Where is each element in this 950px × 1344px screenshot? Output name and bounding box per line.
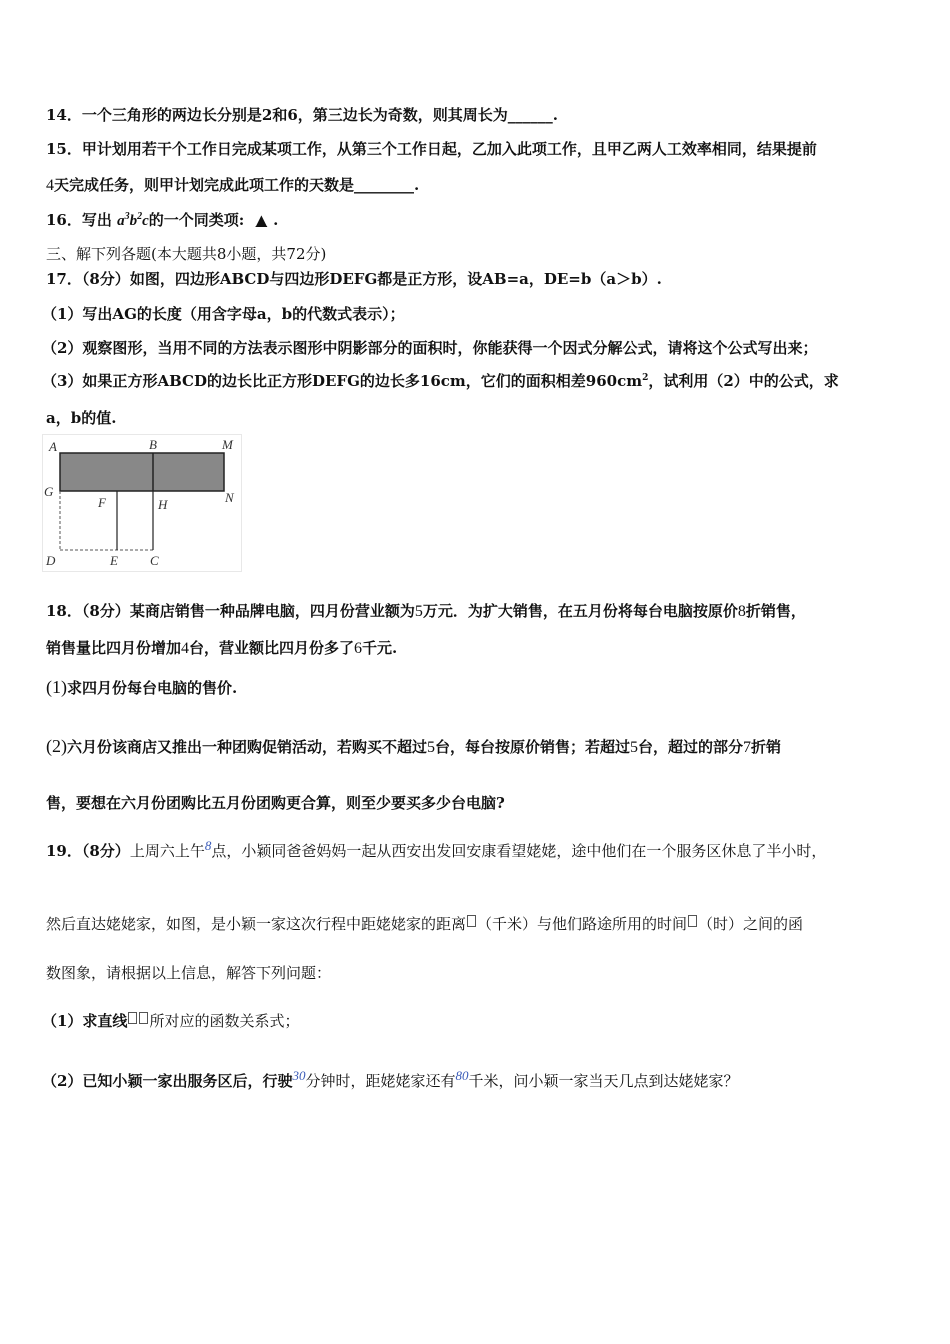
question-text: 上周六上午 xyxy=(129,842,205,860)
question-17-part-2: （2）观察图形，当用不同的方法表示图形中阴影部分的面积时，你能获得一个因式分解公式，请将这个公式写出来； xyxy=(42,339,818,357)
question-text: . xyxy=(273,211,279,229)
question-text: 分钟时，距姥姥家还有 xyxy=(305,1072,456,1090)
question-16 xyxy=(46,209,910,230)
math-var: c xyxy=(142,213,149,229)
geometry-figure xyxy=(42,434,242,572)
label-f: F xyxy=(98,495,106,510)
question-text: 的一个同类项: xyxy=(148,211,245,229)
shaded-rectangle xyxy=(60,453,224,491)
question-number: 16． xyxy=(46,211,82,229)
number-value: 5 xyxy=(414,603,423,620)
question-text: 天完成任务，则甲计划完成此项工作的天数是________. xyxy=(54,176,420,194)
question-number: 15． xyxy=(46,140,82,158)
number-value: 5 xyxy=(630,739,639,756)
label-d: D xyxy=(46,553,56,568)
question-text: （2）已知小颖一家出服务区后，行驶 xyxy=(42,1072,293,1090)
question-text: 所对应的函数关系式； xyxy=(149,1012,300,1030)
math-exponent: 2 xyxy=(137,211,143,222)
question-17-stem xyxy=(46,268,910,289)
label-g: G xyxy=(44,484,54,499)
math-var: a xyxy=(117,213,125,229)
question-text: 台，营业额比四月份多了 xyxy=(189,639,355,657)
label-m: M xyxy=(222,437,233,452)
question-18-part-2-cont: 售，要想在六月份团购比五月份团购更合算，则至少要买多少台电脑? xyxy=(46,794,505,812)
question-text: （时）之间的函 xyxy=(698,915,804,933)
number-value: 5 xyxy=(427,739,436,756)
missing-symbol-y xyxy=(467,915,476,927)
missing-symbol xyxy=(128,1012,137,1024)
question-18-part-1 xyxy=(46,677,910,698)
question-18-line-2 xyxy=(46,637,910,658)
answer-blank: ▲ xyxy=(255,211,268,229)
label-b: B xyxy=(149,437,157,452)
question-text: （千米）与他们路途所用的时间 xyxy=(477,915,688,933)
number-value: 8 xyxy=(737,603,746,620)
question-15-line-1 xyxy=(46,138,910,159)
label-c: C xyxy=(150,553,159,568)
question-14 xyxy=(46,104,910,125)
question-text: 台，每台按原价销售；若超过 xyxy=(435,738,631,756)
number-value: 4 xyxy=(181,640,190,657)
question-text: ，试利用（2）中的公式，求 xyxy=(648,372,839,390)
question-15-line-2 xyxy=(46,174,910,195)
math-exponent: 3 xyxy=(124,211,130,222)
question-text: 折销 xyxy=(751,738,782,756)
number-value: 8 xyxy=(204,838,212,853)
question-number: 19．（8分） xyxy=(46,842,130,860)
label-n: N xyxy=(225,490,234,505)
missing-symbol-x xyxy=(688,915,697,927)
label-h: H xyxy=(158,497,168,512)
question-text: 甲计划用若干个工作日完成某项工作，从第三个工作日起，乙加入此项工作，且甲乙两人工效率相同，结果提前 xyxy=(81,140,817,158)
question-17-part-3-cont: a，b的值. xyxy=(46,409,117,427)
question-text: 万元．为扩大销售，在五月份将每台电脑按原价 xyxy=(422,602,738,620)
question-19-part-1 xyxy=(42,1010,910,1031)
label-a: A xyxy=(49,439,57,454)
question-text: 千米，问小颖一家当天几点到达姥姥家？ xyxy=(468,1072,739,1090)
question-number: 17．（8分） xyxy=(46,270,130,288)
question-19-line-2 xyxy=(46,913,910,934)
question-text: 如图，四边形ABCD与四边形DEFG都是正方形，设AB=a，DE=b（a＞b）. xyxy=(129,270,662,288)
question-text: 某商店销售一种品牌电脑，四月份营业额为 xyxy=(129,602,415,620)
question-17-part-3 xyxy=(42,370,910,391)
question-18-line-1 xyxy=(46,600,910,621)
number-value: 4 xyxy=(46,177,54,194)
question-text: 千元. xyxy=(362,639,398,657)
math-var: b xyxy=(129,213,138,229)
question-text: 六月份该商店又推出一种团购促销活动，若购买不超过 xyxy=(67,738,428,756)
question-text: 台，超过的部分 xyxy=(638,738,744,756)
question-text: 折销售， xyxy=(745,602,806,620)
question-text: 求四月份每台电脑的售价. xyxy=(67,679,238,697)
question-text: （3）如果正方形ABCD的边长比正方形DEFG的边长多16cm，它们的面积相差960cm xyxy=(42,372,643,390)
question-17-part-1: （1）写出AG的长度（用含字母a，b的代数式表示）； xyxy=(42,305,405,323)
question-text: 然后直达姥姥家，如图，是小颖一家这次行程中距姥姥家的距离 xyxy=(46,915,467,933)
missing-symbol xyxy=(139,1012,148,1024)
question-text: 点，小颖同爸爸妈妈一起从西安出发回安康看望姥姥，途中他们在一个服务区休息了半小时， xyxy=(211,842,827,860)
question-number: 18．（8分） xyxy=(46,602,130,620)
part-number: (1) xyxy=(46,677,67,697)
section-heading: 三、解下列各题(本大题共8小题，共72分) xyxy=(46,245,327,263)
question-19-line-3: 数图象，请根据以上信息，解答下列问题： xyxy=(46,964,332,982)
question-19-line-1 xyxy=(46,838,910,861)
number-value: 80 xyxy=(455,1068,469,1083)
question-19-part-2 xyxy=(42,1068,910,1091)
number-value: 7 xyxy=(743,739,752,756)
question-text: 写出 xyxy=(81,211,112,229)
number-value: 30 xyxy=(292,1068,306,1083)
question-text: 一个三角形的两边长分别是2和6，第三边长为奇数，则其周长为______. xyxy=(81,106,558,124)
question-text: 销售量比四月份增加 xyxy=(46,639,182,657)
question-number: 14． xyxy=(46,106,82,124)
part-number: (2) xyxy=(46,736,67,756)
question-18-part-2 xyxy=(46,736,910,757)
label-e: E xyxy=(110,553,118,568)
number-value: 6 xyxy=(354,640,363,657)
math-expression xyxy=(117,213,149,229)
math-exponent: 2 xyxy=(642,373,649,383)
question-text: （1）求直线 xyxy=(42,1012,128,1030)
